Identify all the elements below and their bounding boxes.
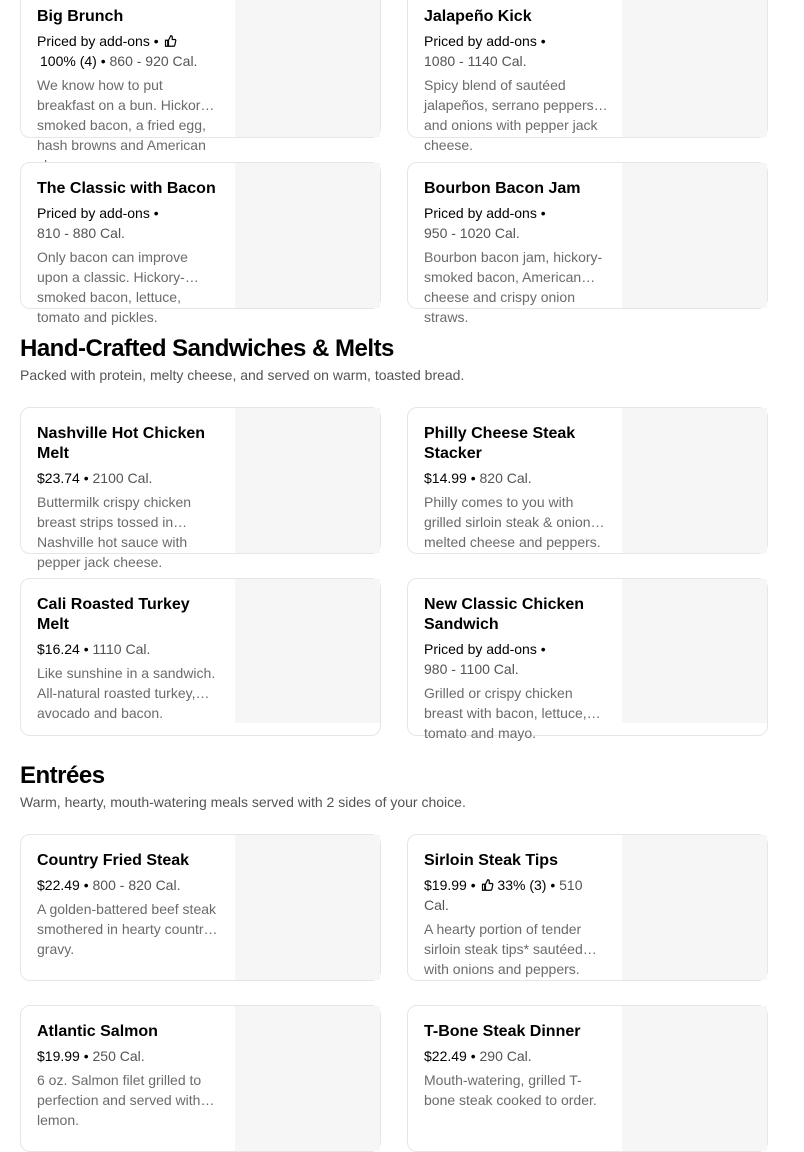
menu-item-card[interactable]: [20, 407, 381, 570]
menu-item-name: Country Fried Steak: [37, 852, 190, 869]
menu-item-calories: 250 Cal.: [92, 1048, 145, 1064]
thumbs-up-icon: [164, 35, 176, 47]
menu-item-calories: 860 - 920 Cal.: [109, 53, 198, 69]
menu-item-image: [622, 0, 767, 137]
menu-item-description: Grilled or crispy chicken breast with bacon, lettuce, tomato and mayo.: [424, 685, 587, 741]
menu-item-image: [622, 579, 767, 723]
menu-item-card[interactable]: [407, 162, 768, 325]
menu-item-name: Big Brunch: [37, 8, 124, 25]
menu-item-card[interactable]: [407, 1005, 768, 1152]
menu-item-name: Cali Roasted Turkey Melt: [37, 596, 190, 633]
menu-item-meta: $19.99 • 250 Cal.: [37, 1048, 145, 1064]
menu-item-rating: 33% (3): [497, 877, 547, 893]
menu-item-name: New Classic Chicken Sandwich: [424, 596, 585, 633]
menu-item-image: [235, 408, 380, 553]
section-subtitle: Warm, hearty, mouth-watering meals served with 2 sides of your choice.: [20, 794, 466, 810]
menu-item-name: Atlantic Salmon: [37, 1023, 158, 1040]
menu-item-meta: $23.74 • 2100 Cal.: [37, 470, 153, 486]
menu-item-price: $19.99: [424, 877, 467, 893]
menu-item-description: Like sunshine in a sandwich. All-natural roasted turkey, avocado and bacon.: [37, 665, 216, 721]
menu-item-description: Bourbon bacon jam, hickory-smoked bacon, American cheese and crispy onion straws.: [424, 249, 603, 325]
menu-item-description: Buttermilk crispy chicken breast strips tossed in Nashville hot sauce with pepper jack cheese.: [37, 494, 192, 570]
menu-item-card[interactable]: [20, 162, 381, 325]
menu-item-meta: Priced by add-ons • 950 - 1020 Cal.: [424, 205, 546, 241]
menu-item-calories: 980 - 1100 Cal.: [424, 661, 519, 677]
menu-item-meta: $14.99 • 820 Cal.: [424, 470, 532, 486]
menu-item-meta: $19.99 • 33% (3) • 510 Cal.: [424, 877, 583, 913]
menu-item-image: [235, 1006, 380, 1151]
section-subtitle: Packed with protein, melty cheese, and served on warm, toasted bread.: [20, 367, 465, 383]
menu-item-price: $22.49: [424, 1048, 467, 1064]
menu-item-calories: 810 - 880 Cal.: [37, 225, 125, 241]
menu-item-card[interactable]: [407, 407, 768, 554]
menu-item-name: Nashville Hot Chicken Melt: [37, 425, 206, 462]
menu-item-image: [235, 835, 380, 980]
menu-item-calories: 290 Cal.: [479, 1048, 532, 1064]
menu-item-name: Sirloin Steak Tips: [424, 852, 558, 869]
menu-item-name: The Classic with Bacon: [37, 180, 216, 197]
menu-item-calories: 510 Cal.: [424, 877, 583, 913]
menu-item-meta: Priced by add-ons • 810 - 880 Cal.: [37, 205, 159, 241]
menu-item-description: A golden-battered beef steak smothered in hearty country gravy.: [37, 901, 217, 957]
menu-item-name: Philly Cheese Steak Stacker: [424, 425, 576, 462]
menu-item-calories: 2100 Cal.: [92, 470, 153, 486]
menu-item-calories: 1080 - 1140 Cal.: [424, 53, 527, 69]
menu-item-price: $19.99: [37, 1048, 80, 1064]
menu-item-card[interactable]: [407, 834, 768, 981]
menu-item-price: Priced by add-ons: [424, 641, 537, 657]
menu-item-calories: 800 - 820 Cal.: [92, 877, 181, 893]
menu-item-meta: $16.24 • 1110 Cal.: [37, 641, 151, 657]
thumbs-up-icon: [481, 879, 493, 891]
menu-item-image: [622, 408, 767, 553]
menu-item-image: [622, 1006, 767, 1151]
menu-item-meta: Priced by add-ons • 100% (4) • 860 - 920 Cal.: [37, 33, 198, 69]
section-title: Hand-Crafted Sandwiches & Melts: [20, 335, 394, 362]
menu-item-name: Jalapeño Kick: [424, 8, 532, 25]
section-title: Entrées: [20, 762, 105, 789]
menu-item-meta: Priced by add-ons • 1080 - 1140 Cal.: [424, 33, 546, 69]
menu-item-image: [622, 835, 767, 980]
menu-item-image: [235, 579, 380, 723]
menu-item-price: Priced by add-ons: [37, 205, 150, 221]
menu-item-price: $14.99: [424, 470, 467, 486]
menu-item-calories: 1110 Cal.: [92, 641, 151, 657]
menu-item-description: Mouth-watering, grilled T-bone steak cooked to order.: [424, 1072, 597, 1108]
menu-item-calories: 950 - 1020 Cal.: [424, 225, 520, 241]
menu-item-card[interactable]: [20, 0, 381, 153]
menu-item-price: $22.49: [37, 877, 80, 893]
menu-item-card[interactable]: [407, 0, 768, 153]
menu-item-calories: 820 Cal.: [479, 470, 532, 486]
menu-item-card[interactable]: [20, 1005, 381, 1152]
menu-item-description: Spicy blend of sautéed jalapeños, serrano peppers and onions with pepper jack cheese.: [424, 77, 598, 153]
menu-item-image: [235, 0, 380, 137]
menu-item-price: $23.74: [37, 470, 80, 486]
menu-item-price: $16.24: [37, 641, 80, 657]
menu-item-price: Priced by add-ons: [37, 33, 150, 49]
menu-item-description: Philly comes to you with grilled sirloin steak & onions, melted cheese and peppers.: [424, 494, 602, 550]
menu-item-name: Bourbon Bacon Jam: [424, 180, 581, 197]
menu-item-name: T-Bone Steak Dinner: [424, 1023, 581, 1040]
menu-item-description: A hearty portion of tender sirloin steak tips* sautéed with onions and peppers.: [424, 921, 583, 977]
menu-item-price: Priced by add-ons: [424, 33, 537, 49]
menu-item-meta: $22.49 • 290 Cal.: [424, 1048, 532, 1064]
menu-item-price: Priced by add-ons: [424, 205, 537, 221]
menu-item-description: 6 oz. Salmon filet grilled to perfection and served with lemon.: [37, 1072, 202, 1128]
menu-item-meta: Priced by add-ons • 980 - 1100 Cal.: [424, 641, 546, 677]
menu-item-meta: $22.49 • 800 - 820 Cal.: [37, 877, 181, 893]
menu-item-card[interactable]: [407, 578, 768, 741]
menu-item-card[interactable]: [20, 834, 381, 981]
menu-item-card[interactable]: [20, 578, 381, 736]
menu-item-description: We know how to put breakfast on a bun. Hickory-smoked bacon, a fried egg, hash browns and American: [37, 77, 213, 153]
menu-item-image: [235, 163, 380, 308]
menu-item-image: [622, 163, 767, 308]
menu-item-description: Only bacon can improve upon a classic. Hickory-smoked bacon, lettuce, tomato and pickles.: [37, 249, 188, 325]
menu-item-rating: 100% (4): [40, 53, 97, 69]
